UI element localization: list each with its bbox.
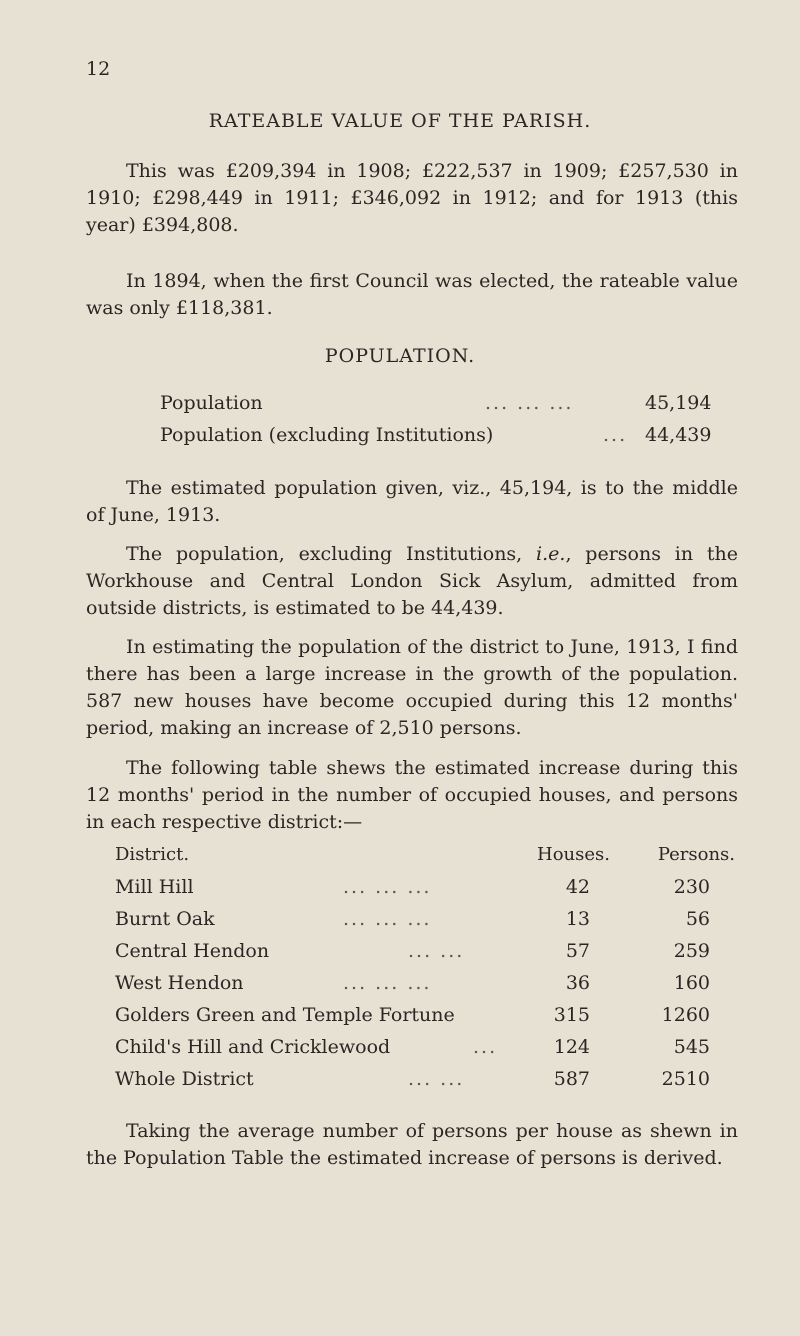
houses-column-header: Houses.: [537, 844, 610, 865]
district-name: Burnt Oak: [115, 908, 215, 930]
rateable-value-heading: RATEABLE VALUE OF THE PARISH.: [208, 110, 592, 132]
population-excluding-text-b: , persons in the Workhouse and Central London Sick Asylum, admitted from outside districts, is estimated to be 44,439.: [86, 543, 738, 619]
district-column-header: District.: [115, 844, 190, 865]
page-number: 12: [86, 58, 111, 80]
table-row: [0, 908, 800, 935]
table-row: [0, 876, 800, 903]
district-name: Whole District: [115, 1068, 254, 1090]
population-label: Population: [160, 392, 263, 414]
population-row: [0, 392, 800, 419]
table-intro-paragraph: The following table shews the estimated increase during this 12 months' period in the number of occupied houses, and persons in each respective district:—: [86, 757, 738, 833]
leader-dots: ... ... ...: [343, 876, 432, 898]
population-excluding-text-a: The population, excluding Institutions,: [126, 543, 537, 565]
population-excl-row: [0, 424, 800, 451]
rateable-value-paragraph: This was £209,394 in 1908; £222,537 in 1909; £257,530 in 1910; £298,449 in 1911; £346,092 in 1912; and for 1913 (this year) £394,808.: [86, 160, 738, 236]
population-leader-dots: ... ... ...: [485, 392, 574, 414]
leader-dots: ... ...: [408, 940, 465, 962]
leader-dots: ... ... ...: [343, 972, 432, 994]
table-row: [0, 1004, 800, 1031]
district-name: Child's Hill and Cricklewood: [115, 1036, 391, 1058]
growth-paragraph: In estimating the population of the district to June, 1913, I find there has been a large increase in the growth of the population. 587 new houses have become occupied during this 12 months' period, making an increase of 2,510 persons.: [86, 636, 738, 739]
district-name: Central Hendon: [115, 940, 270, 962]
persons-value: 2510: [661, 1068, 710, 1090]
table-row: [0, 940, 800, 967]
persons-value: 545: [673, 1036, 710, 1058]
persons-value: 1260: [661, 1004, 710, 1026]
table-row: [0, 972, 800, 999]
persons-column-header: Persons.: [657, 844, 735, 865]
population-excl-value: 44,439: [645, 424, 712, 446]
persons-value: 56: [685, 908, 710, 930]
first-council-paragraph: In 1894, when the first Council was elected, the rateable value was only £118,381.: [86, 270, 738, 319]
population-excl-leader-dots: ...: [603, 424, 628, 446]
population-value: 45,194: [645, 392, 712, 414]
table-row: [0, 1068, 800, 1095]
houses-value: 587: [553, 1068, 590, 1090]
houses-value: 315: [553, 1004, 590, 1026]
persons-value: 160: [673, 972, 710, 994]
houses-value: 124: [553, 1036, 590, 1058]
district-name: Mill Hill: [115, 876, 194, 898]
population-heading: POPULATION.: [324, 345, 476, 367]
population-excl-label: Population (excluding Institutions): [160, 424, 494, 446]
houses-value: 13: [565, 908, 590, 930]
persons-value: 230: [673, 876, 710, 898]
houses-value: 57: [565, 940, 590, 962]
houses-value: 42: [565, 876, 590, 898]
leader-dots: ... ...: [408, 1068, 465, 1090]
closing-paragraph: Taking the average number of persons per house as shewn in the Population Table the estimated increase of persons is derived.: [86, 1120, 738, 1169]
houses-value: 36: [565, 972, 590, 994]
district-name: West Hendon: [115, 972, 244, 994]
population-excluding-paragraph: [86, 541, 738, 622]
leader-dots: ... ... ...: [343, 908, 432, 930]
table-header-row: [0, 844, 800, 871]
district-name: Golders Green and Temple Fortune: [115, 1004, 455, 1026]
leader-dots: ...: [473, 1036, 498, 1058]
table-row: [0, 1036, 800, 1063]
ie-abbreviation: i.e.: [536, 543, 566, 565]
estimated-population-paragraph: The estimated population given, viz., 45,194, is to the middle of June, 1913.: [86, 477, 738, 526]
persons-value: 259: [673, 940, 710, 962]
